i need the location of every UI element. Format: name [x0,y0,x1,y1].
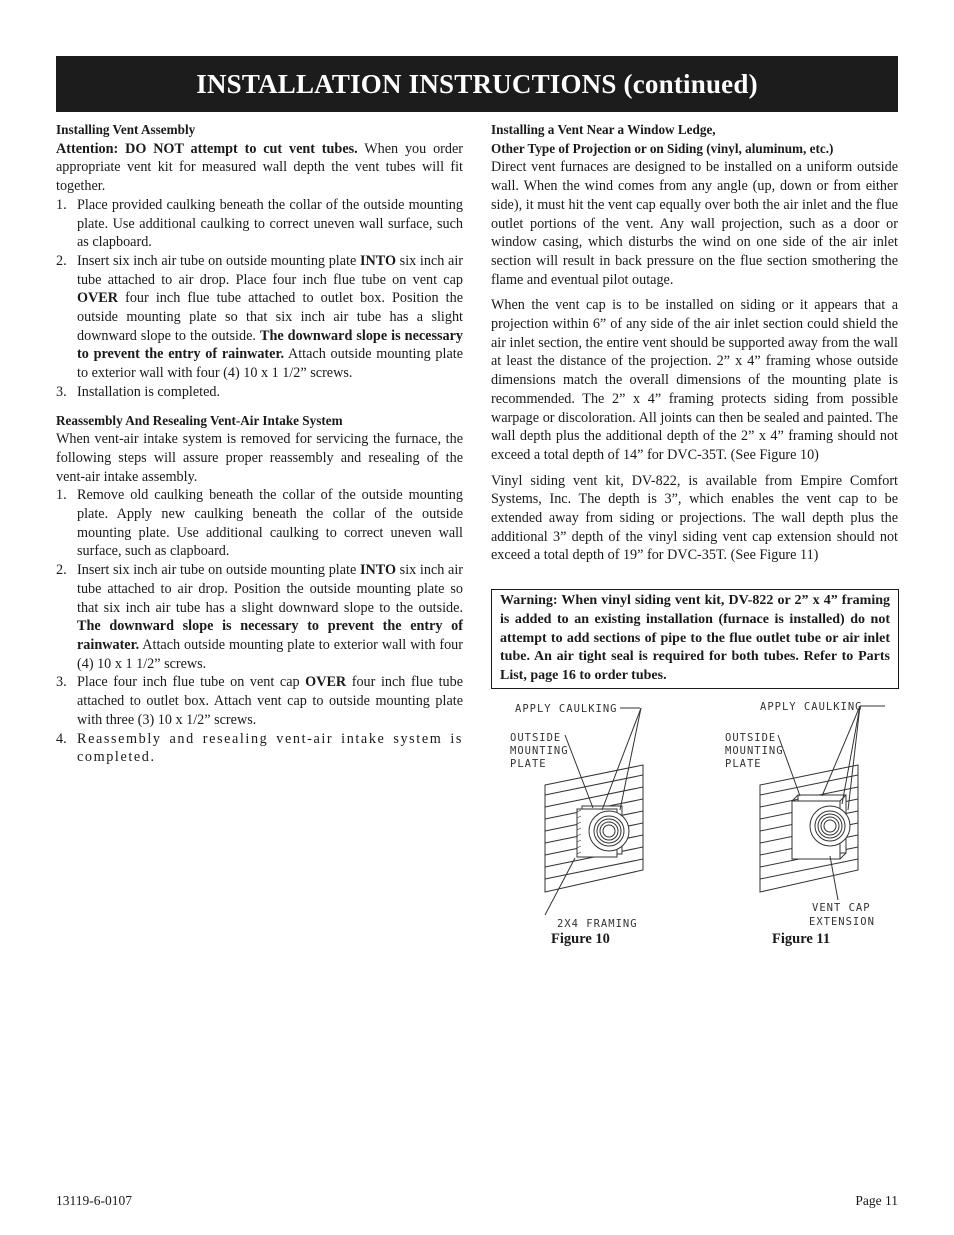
page-header [56,56,898,112]
section-title-installing-vent: Installing Vent Assembly [56,122,196,137]
attention-paragraph [56,140,463,196]
install-steps [56,196,463,402]
reassembly-steps [56,486,463,767]
paragraph-direct-vent: Direct vent furnaces are designed to be installed on a uniform outside wall. When the wind comes from any angle (up, down or from either side), it must hit the vent cap equally over both the air inlet and the flue outlet portions of the vent. Any wall projection, such as a door or window casing, which disturbs the wind on one side of the air inlet section will result in back pressure on the flue section smothering the flame and eventual pilot outage. [491,159,898,288]
apply-caulking-label: APPLY CAULKING [515,703,618,715]
list-item: 2. Insert six inch air tube on outside mounting plate INTO six inch air tube attached to air drop. Position the outside mounting plate so that six inch air tube has a slight downward slope to the outside. The downward slope is necessary to prevent the entry of rainwater. Attach outside mounting plate to exterior wall with four (4) 10 x 1 1/2” screws. [56,562,464,672]
outside-label: OUTSIDE [510,732,562,744]
extension-label: EXTENSION [809,916,875,928]
attention-bold: Attention: DO NOT attempt to cut vent tubes. [56,140,358,157]
section-subtitle-projection: Other Type of Projection or on Siding (vinyl, aluminum, etc.) [491,140,834,156]
attention-rest: When you order appropriate vent kit for measured wall depth the vent tubes will fit together. [56,140,463,195]
list-item: 1. Remove old caulking beneath the collar of the outside mounting plate. Apply new caulking beneath the collar of the outside mounting plate. Use additional caulking to correct uneven wall surface, such as clapboard. [56,487,463,560]
page-title: INSTALLATION INSTRUCTIONS (continued) [196,68,758,99]
list-item: 3. Place four inch flue tube on vent cap OVER four inch flue tube attached to outlet box. Attach vent cap to outside mounting plate with three (3) 10 x 1/2” screws. [56,674,463,728]
document-code: 13119-6-0107 [56,1193,132,1208]
figure-10-caption: Figure 10 [551,931,610,947]
framing-label: 2X4 FRAMING [557,918,638,930]
paragraph-vinyl-kit: Vinyl siding vent kit, DV-822, is available from Empire Comfort Systems, Inc. The depth is 3”, which enables the vent cap to be extended away from siding or projections. The wall depth plus the additional 3” depth of the vinyl siding vent cap extension should not exceed a total depth of 19” for DVC-35T. (See Figure 11) [491,472,898,564]
outside-label: OUTSIDE [725,732,777,744]
section-title-reassembly: Reassembly And Resealing Vent-Air Intake System [56,412,343,428]
figure-11-caption: Figure 11 [772,931,831,947]
plate-label: PLATE [725,758,762,770]
list-item: 4. Reassembly and resealing vent-air intake system is completed. [56,730,463,766]
section-title-window-ledge: Installing a Vent Near a Window Ledge, [491,122,716,137]
figure-10-drawing [505,700,650,932]
page-number: Page 11 [855,1193,898,1208]
warning-box [491,589,899,689]
list-item: 3. Installation is completed. [56,383,221,400]
list-item: 1. Place provided caulking beneath the collar of the outside mounting plate. Use additional caulking to correct uneven wall surface, such as clapboard. [56,196,463,251]
list-item: 2. Insert six inch air tube on outside mounting plate INTO six inch air tube attached to air drop. Place four inch flue tube on vent cap OVER four inch flue tube attached to outlet box. Position the outside mounting plate so that six inch air tube has a slight downward slope to the outside. The downward slope is necessary to prevent the entry of rainwater. Attach outside mounting plate to exterior wall with four (4) 10 x 1 1/2” screws. [56,252,464,382]
warning-text: Warning: When vinyl siding vent kit, DV-822 or 2” x 4” framing is added to an existing installation (furnace is installed) do not attempt to add sections of pipe to the flue outlet tube or air inlet tube. An air tight seal is required for both tubes. Refer to Parts List, page 16 to order tubes. [500,593,890,684]
vent-cap-label: VENT CAP [812,902,871,914]
figure-11-drawing [720,700,895,932]
paragraph-siding: When the vent cap is to be installed on siding or it appears that a projection within 6” of any side of the air inlet section could shield the air inlet section, the entire vent should be supported away from the wall at least the distance of the projection. 2” x 4” framing whose outside dimensions match the overall dimensions of the mounting plate is recommended. The 2” x 4” framing protects siding from possible warpage or discoloration. All joints can then be sealed and painted. The wall depth plus the additional depth of the 2” x 4” framing should not exceed a total depth of 14” for DVC-35T. (See Figure 10) [491,297,898,463]
reassembly-intro: When vent-air intake system is removed for servicing the furnace, the following steps will assure proper reassembly and resealing of the vent-air intake assembly. [56,431,463,485]
plate-label: PLATE [510,758,547,770]
right-column [491,121,898,572]
apply-caulking-label: APPLY CAULKING [760,701,863,713]
mounting-label: MOUNTING [510,745,569,757]
mounting-label: MOUNTING [725,745,784,757]
left-column [56,121,463,777]
